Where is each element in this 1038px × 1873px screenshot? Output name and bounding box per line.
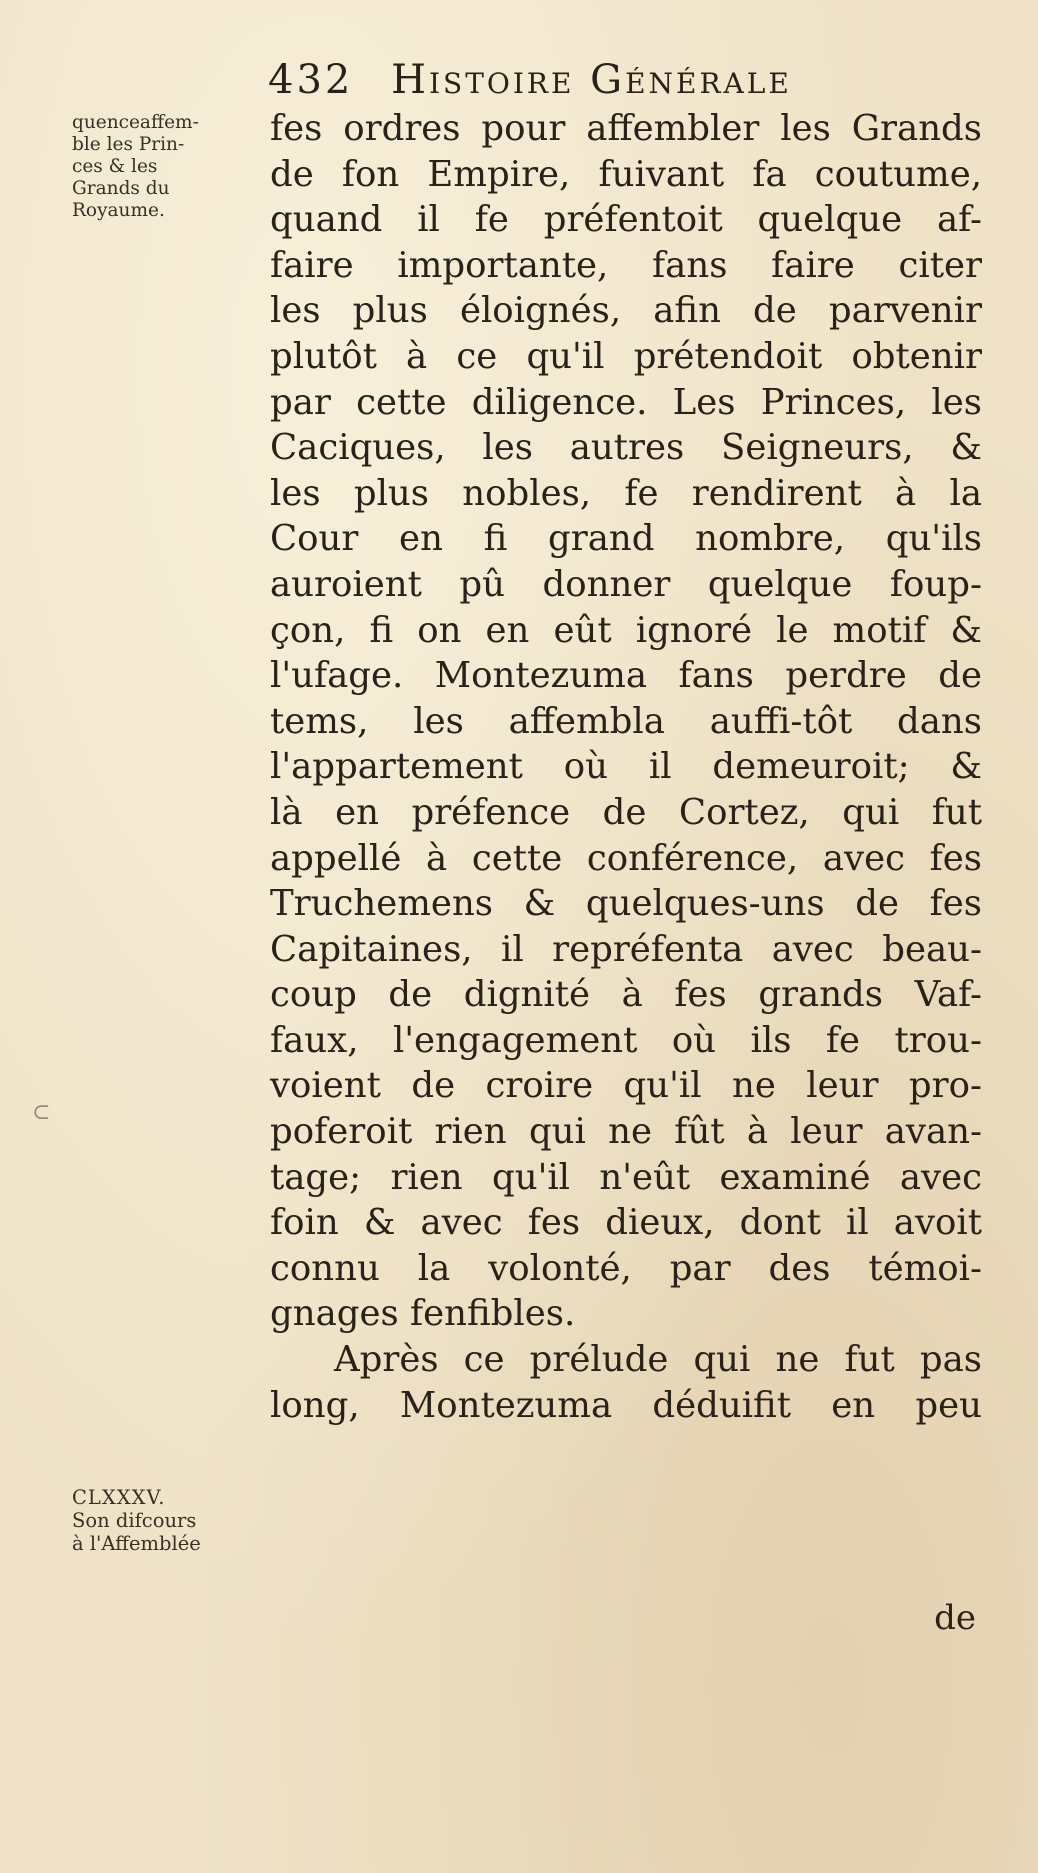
text-line: connu la volonté, par des témoi- — [270, 1247, 982, 1289]
margin-note-line: Grands du — [72, 178, 170, 199]
ink-blot-mark: ⊂ — [32, 1100, 51, 1125]
text-line: Capitaines, il repréfenta avec beau- — [270, 928, 982, 970]
text-line: là en préfence de Cortez, qui fut — [270, 791, 982, 833]
text-line: foin & avec fes dieux, dont il avoit — [270, 1202, 982, 1244]
text-line: tems, les affembla auffi-tôt dans — [270, 700, 982, 742]
text-line: de fon Empire, fuivant fa coutume, — [270, 153, 982, 195]
text-line: les plus nobles, fe rendirent à la — [270, 472, 982, 514]
text-line: poferoit rien qui ne fût à leur avan- — [270, 1111, 982, 1153]
text-line: les plus éloignés, afin de parvenir — [270, 290, 982, 332]
text-line: gnages fenfibles. — [270, 1293, 576, 1335]
text-line: long, Montezuma déduifit en peu — [270, 1384, 982, 1426]
page-number: 432 — [268, 57, 354, 103]
margin-note-line: Royaume. — [72, 200, 165, 221]
body-text — [270, 106, 982, 1428]
text-line: Truchemens & quelques-uns de fes — [270, 883, 982, 925]
margin-note-line: quenceaffem- — [72, 112, 199, 133]
text-line: Après ce prélude qui ne fut pas — [334, 1339, 982, 1381]
text-line: coup de dignité à fes grands Vaf- — [270, 974, 982, 1016]
text-line: tage; rien qu'il n'eût examiné avec — [270, 1156, 982, 1198]
margin-note-line: ble les Prin- — [72, 134, 185, 155]
text-line: Caciques, les autres Seigneurs, & — [270, 427, 982, 469]
text-line: voient de croire qu'il ne leur pro- — [270, 1065, 982, 1107]
text-line: faire importante, fans faire citer — [270, 244, 982, 286]
margin-note-discourse — [72, 1486, 262, 1555]
text-line: fes ordres pour affembler les Grands — [270, 108, 982, 149]
text-line: çon, fi on en eût ignoré le motif & — [270, 609, 982, 651]
text-line: appellé à cette conférence, avec fes — [270, 837, 982, 879]
text-line: l'ufage. Montezuma fans perdre de — [270, 655, 982, 697]
running-header — [268, 57, 792, 103]
margin-note-line: ces & les — [72, 156, 158, 177]
margin-note-line: à l'Affemblée — [72, 1532, 201, 1555]
margin-note-line: Son difcours — [72, 1509, 197, 1532]
text-line: par cette diligence. Les Princes, les — [270, 381, 982, 423]
text-line: faux, l'engagement où ils fe trou- — [270, 1019, 982, 1061]
text-line: Cour en fi grand nombre, qu'ils — [270, 518, 982, 560]
text-line: quand il fe préfentoit quelque af- — [270, 199, 982, 241]
text-line: plutôt à ce qu'il prétendoit obtenir — [270, 335, 982, 377]
text-line: auroient pû donner quelque foup- — [270, 563, 982, 605]
margin-note-assembly — [72, 112, 252, 222]
running-title: Histoire Générale — [391, 57, 792, 103]
catchword: de — [934, 1598, 976, 1638]
margin-note-line: CLXXXV. — [72, 1486, 166, 1509]
text-line: l'appartement où il demeuroit; & — [270, 746, 982, 788]
